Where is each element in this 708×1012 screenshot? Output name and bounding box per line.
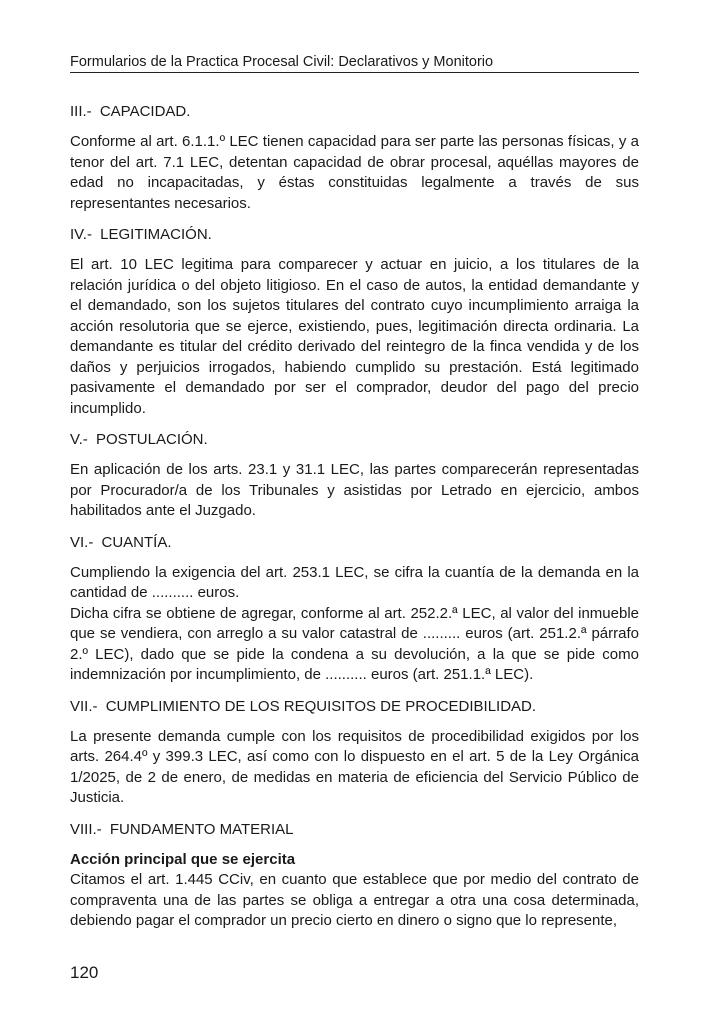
running-header: Formularios de la Practica Procesal Civil: Declarativos y Monitorio [70, 53, 639, 73]
section-title: CUMPLIMIENTO DE LOS REQUISITOS DE PROCEDIBILIDAD. [105, 697, 537, 715]
paragraph-fundamento-material: Citamos el art. 1.445 CCiv, en cuanto que establece que por medio del contrato de compraventa una de las partes se obliga a entregar a otra una cosa determinada, debiendo pagar el comprador un precio cierto en dinero o signo que lo represente, [70, 871, 639, 929]
section-number: VIII.- [70, 820, 102, 838]
paragraph-postulacion: En aplicación de los arts. 23.1 y 31.1 LEC, las partes comparecerán representadas por Procurador/a de los Tribunales y asistidas por Letrado en ejercicio, ambos habilitados ante el Juzgado. [70, 461, 639, 519]
section-heading-fundamento-material [70, 820, 639, 840]
paragraph-procedibilidad: La presente demanda cumple con los requisitos de procedibilidad exigidos por los arts. 264.4º y 399.3 LEC, así como con lo dispuesto en el art. 5 de la Ley Orgánica 1/2025, de 2 de enero, de medidas en materia de eficiencia del Servicio Público de Justicia. [70, 727, 639, 806]
paragraph-cuantia-1: Cumpliendo la exigencia del art. 253.1 LEC, se cifra la cuantía de la demanda en la cantidad de .......... euros. [70, 563, 639, 601]
section-title: CAPACIDAD. [99, 103, 191, 120]
page-body [70, 102, 639, 932]
section-number: VI.- [70, 533, 94, 551]
section-heading-capacidad [70, 102, 639, 122]
section-title: LEGITIMACIÓN. [100, 226, 212, 243]
paragraph-capacidad: Conforme al art. 6.1.1.º LEC tienen capacidad para ser parte las personas físicas, y a tenor del art. 7.1 LEC, detentan capacidad de obrar procesal, aquéllas mayores de edad no incapacitadas, y éstas constituidas legalmente a través de sus representantes necesarios. [70, 133, 639, 212]
section-number: IV.- [70, 226, 92, 243]
section-number: V.- [70, 431, 88, 448]
section-title: FUNDAMENTO MATERIAL [109, 820, 294, 838]
section-heading-procedibilidad [70, 697, 639, 717]
paragraph-legitimacion: El art. 10 LEC legitima para comparecer y actuar en juicio, a los titulares de la relación jurídica o del objeto litigioso. En el caso de autos, la entidad demandante y el demandado, son los sujetos titulares del contrato cuyo incumplimiento arraiga la acción resolutoria que se ejerce, existiendo, pues, legitimación directa ordinaria. La demandante es titular del crédito derivado del reintegro de la finca vendida y de los daños y perjuicios irrogados, habiendo cumplido su prestación. Está legitimado pasivamente el demandado por ser el comprador, deudor del pago del precio incumplido. [70, 256, 639, 417]
section-heading-cuantia [70, 533, 639, 553]
section-number: III.- [70, 103, 92, 120]
section-heading-legitimacion [70, 225, 639, 245]
section-title: CUANTÍA. [101, 533, 172, 551]
section-title: POSTULACIÓN. [95, 431, 208, 448]
paragraph-cuantia-2: Dicha cifra se obtiene de agregar, conforme al art. 252.2.ª LEC, al valor del inmueble que se vendiera, con arreglo a su valor catastral de ......... euros (art. 251.2.ª párrafo 2.º LEC), dado que se pide la condena a su devolución, a la que se pide como indemnización por incumplimiento, de .......... euros (art. 251.1.ª LEC). [70, 604, 639, 683]
section-heading-postulacion [70, 430, 639, 450]
section-number: VII.- [70, 697, 98, 715]
subheading-accion-principal: Acción principal que se ejercita [70, 850, 296, 868]
page-number: 120 [70, 963, 99, 982]
